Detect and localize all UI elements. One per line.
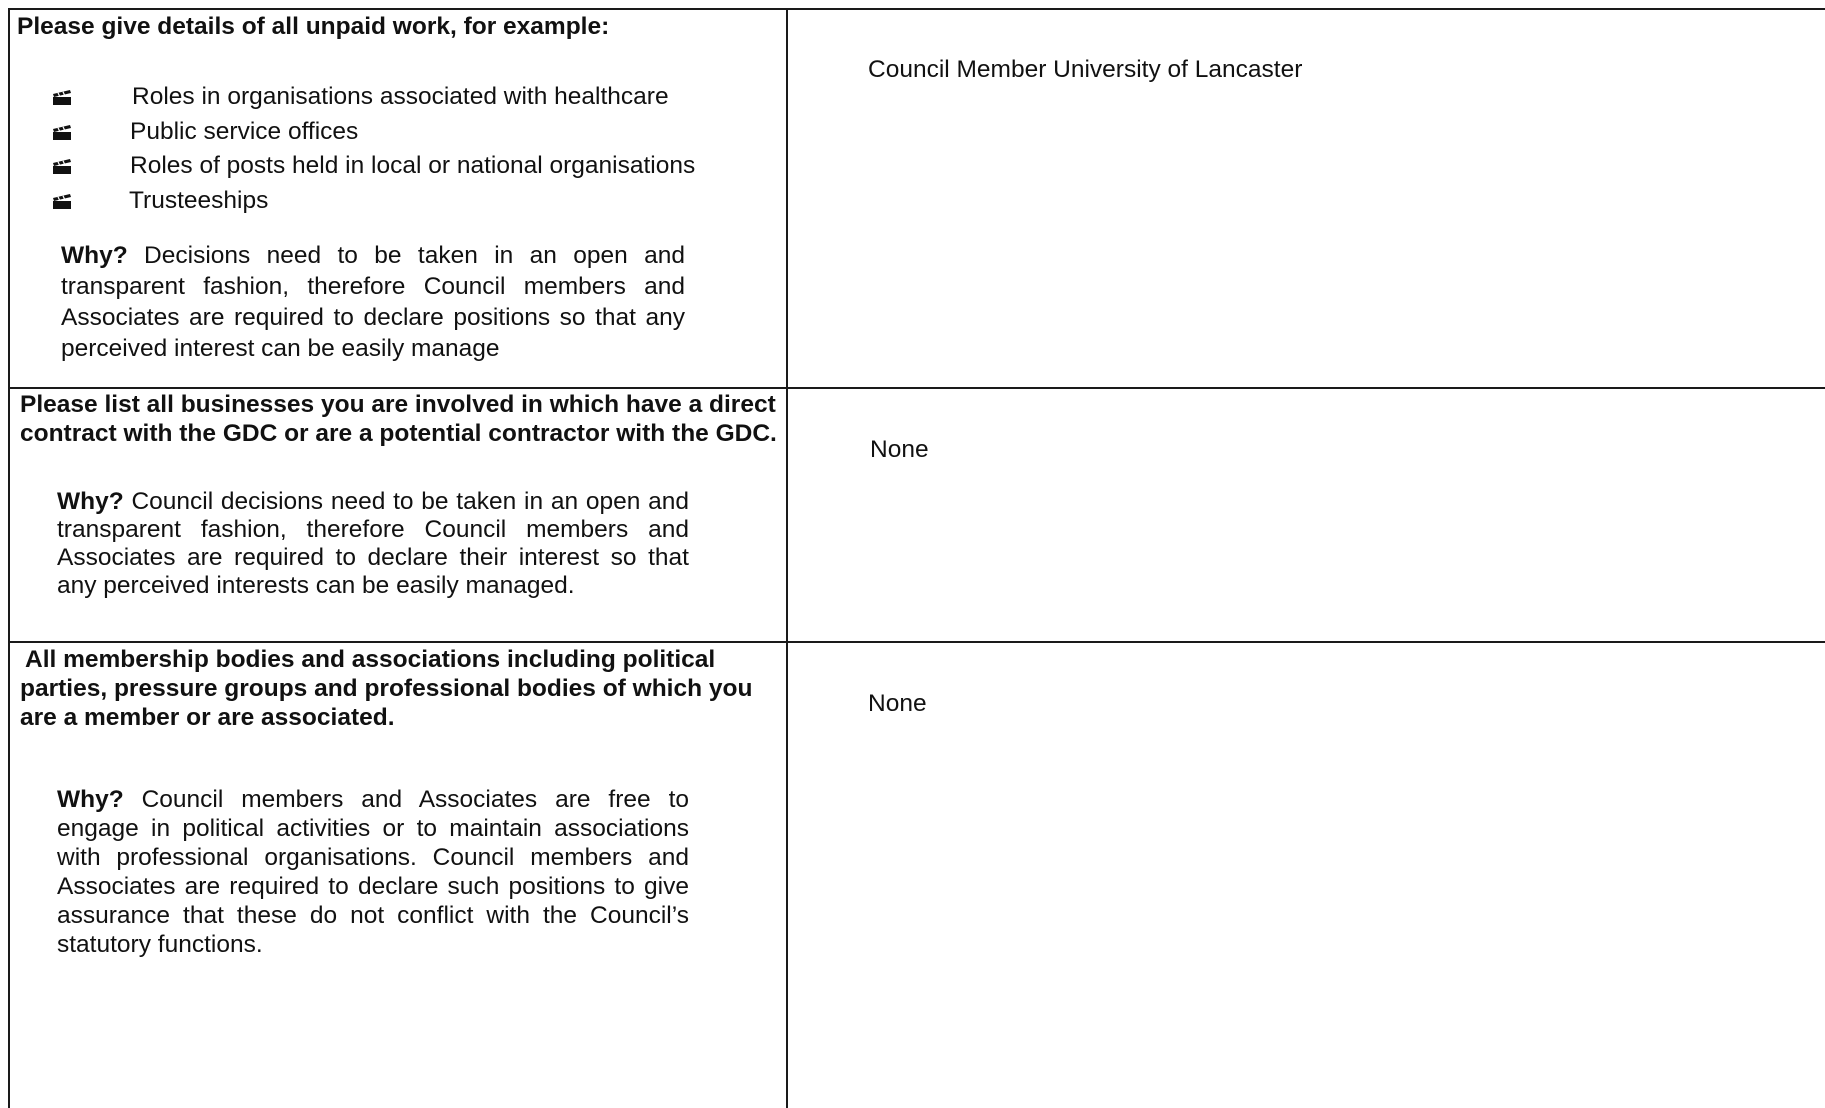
list-item-label: Roles in organisations associated with healthcare — [132, 83, 669, 111]
why-text: Council members and Associates are free to engage in political activities or to maintain associations with professional organisations. Council members and Associates are required to declare such positions to give assurance that these do not conflict with the Council’s statutory functions. — [57, 786, 689, 958]
list-item-label: Public service offices — [130, 117, 359, 145]
example-list — [52, 80, 695, 218]
row-divider-2 — [8, 641, 1825, 643]
list-item-label: Roles of posts held in local or national organisations — [130, 152, 696, 180]
clapperboard-icon — [52, 88, 72, 106]
row-question-heading: All membership bodies and associations including political parties, pressure groups and professional bodies of which you are a member or are associated. — [20, 646, 753, 731]
row-divider-1 — [8, 387, 1825, 389]
list-item — [52, 184, 695, 219]
list-item — [52, 115, 695, 150]
row-answer: None — [868, 690, 927, 717]
why-explanation — [57, 785, 689, 959]
clapperboard-icon — [52, 192, 72, 210]
row-question-heading: Please give details of all unpaid work, for example: — [17, 13, 610, 40]
list-item-label: Trusteeships — [129, 186, 269, 214]
why-text: Decisions need to be taken in an open and transparent fashion, therefore Council members and Associates are required to declare positions so that any perceived interest can be easily manage — [61, 242, 685, 362]
row-answer: Council Member University of Lancaster — [868, 56, 1303, 83]
why-explanation — [57, 488, 689, 600]
column-divider — [786, 8, 788, 1108]
why-text: Council decisions need to be taken in an open and transparent fashion, therefore Council members and Associates are required to declare their interest so that any perceived interests can be easily managed. — [57, 488, 689, 599]
why-label: Why? — [57, 786, 124, 813]
clapperboard-icon — [52, 157, 72, 175]
list-item — [52, 80, 695, 115]
clapperboard-icon — [52, 123, 72, 141]
row-answer: None — [870, 436, 929, 463]
row-question-heading: Please list all businesses you are involved in which have a direct contract with the GDC or are a potential contractor with the GDC. — [20, 391, 777, 447]
table-left-border — [8, 8, 10, 1108]
why-label: Why? — [61, 242, 128, 269]
why-label: Why? — [57, 488, 124, 515]
why-explanation — [61, 240, 685, 364]
list-item — [52, 149, 695, 184]
